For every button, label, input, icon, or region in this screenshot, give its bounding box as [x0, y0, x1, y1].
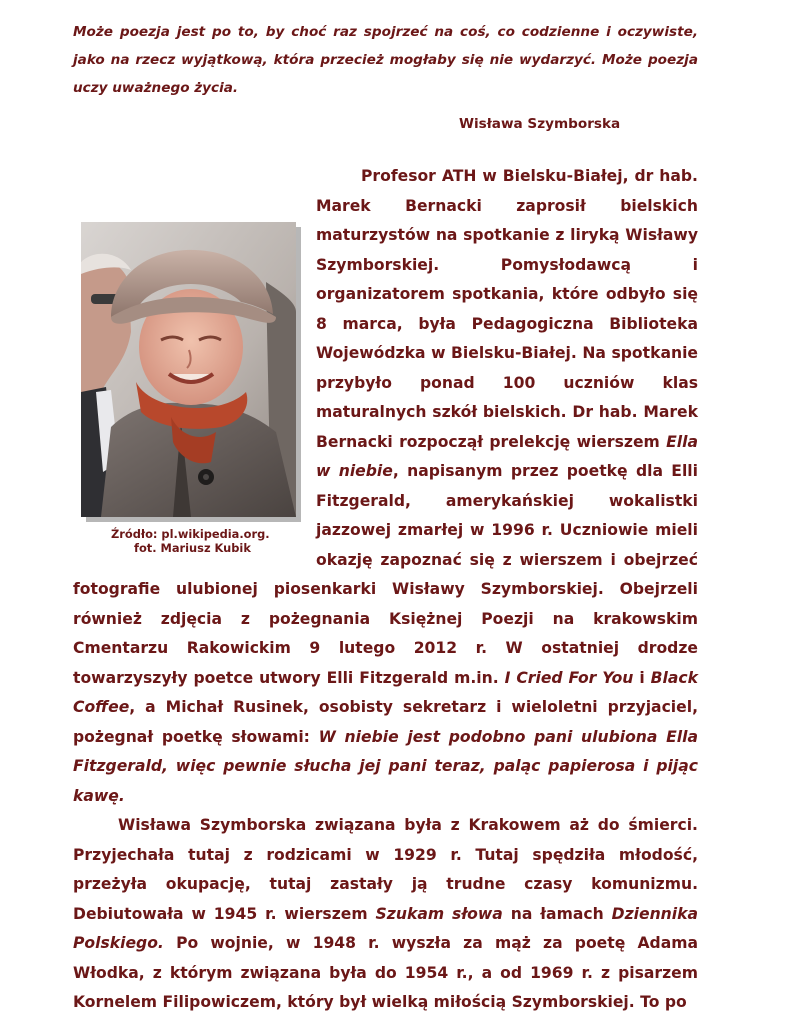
poem-title-szukam: Szukam słowa	[375, 904, 503, 923]
poem-title-ella: Ella w niebie	[316, 432, 698, 480]
article-body	[73, 162, 698, 1018]
song-title-black-coffee: Black Coffee	[73, 668, 699, 716]
paragraph-1-text: Profesor ATH w Bielsku-Białej, dr hab. Marek Bernacki zaprosił bielskich maturzystów na spotkanie z liryką Wisławy Szymborskiej. Pomysłodawcą i organizatorem spotkania, które odbyło się 8 marca, była Pedagogiczna Biblioteka Wojewódzka w Bielsku-Białej. Na spotkanie przybyło ponad 100 uczniów klas maturalnych szkół bielskich. Dr hab. Marek Bernacki rozpoczął prelekcję wierszem	[316, 167, 698, 451]
paragraph-2-text: Wisława Szymborska związana była z Krakowem aż do śmierci. Przyjechała tutaj z rodzicami w 1929 r. Tutaj spędziła młodość, przeżyła okupację, tutaj zastały ją trudne czasy komunizmu. Debiutowała w 1945 r. wierszem	[73, 816, 698, 923]
document-page	[73, 18, 698, 1018]
newspaper-title: Dziennika Polskiego.	[73, 904, 699, 952]
photo-credit: fot. Mariusz Kubik	[134, 541, 251, 555]
portrait-figure	[73, 221, 316, 559]
song-title-i-cried: I Cried For You	[504, 668, 634, 687]
paragraph-2	[73, 811, 698, 1018]
photo-source: Źródło: pl.wikipedia.org.	[111, 527, 270, 541]
farewell-quote: W niebie jest podobno pani ulubiona Ella Fitzgerald, więc pewnie słucha jej pani teraz, paląc papierosa i pijąc kawę.	[73, 727, 699, 805]
paragraph-1-text: i	[633, 668, 651, 687]
portrait-illustration	[81, 222, 296, 517]
epigraph-quote: Może poezja jest po to, by choć raz spojrzeć na coś, co codzienne i oczywiste, jako na rzecz wyjątkową, która przecież mogłaby się nie wydarzyć. Może poezja uczy uważnego życia.	[73, 24, 698, 96]
portrait-photo	[81, 222, 296, 517]
paragraph-1-text: , a Michał Rusinek, osobisty sekretarz i wieloletni przyjaciel, pożegnał poetkę słowami:	[73, 698, 698, 746]
paragraph-2-text: na łamach	[502, 904, 612, 923]
paragraph-1	[73, 162, 698, 811]
paragraph-1-text: , napisanym przez poetkę dla Elli Fitzgerald, amerykańskiej wokalistki jazzowej zmarłej w 1996 r. Uczniowie mieli okazję zapoznać się z wierszem i obejrzeć fotografie ulubionej piosenkarki Wisławy Szymborskiej. Obejrzeli również zdjęcia z pożegnania Księżnej Poezji na krakowskim Cmentarzu Rakowickim 9 lutego 2012 r. W ostatniej drodze towarzyszyły poetce utwory Elli Fitzgerald m.in.	[73, 462, 698, 687]
epigraph-author: Wisława Szymborska	[459, 116, 621, 132]
paragraph-2-text: Po wojnie, w 1948 r. wyszła za mąż za poetę Adama Włodka, z którym związana była do 1954 r., a od 1969 r. z pisarzem Kornelem Filipowiczem, który był wielką miłością Szymborskiej. To po	[73, 934, 698, 1011]
photo-caption	[111, 527, 316, 555]
